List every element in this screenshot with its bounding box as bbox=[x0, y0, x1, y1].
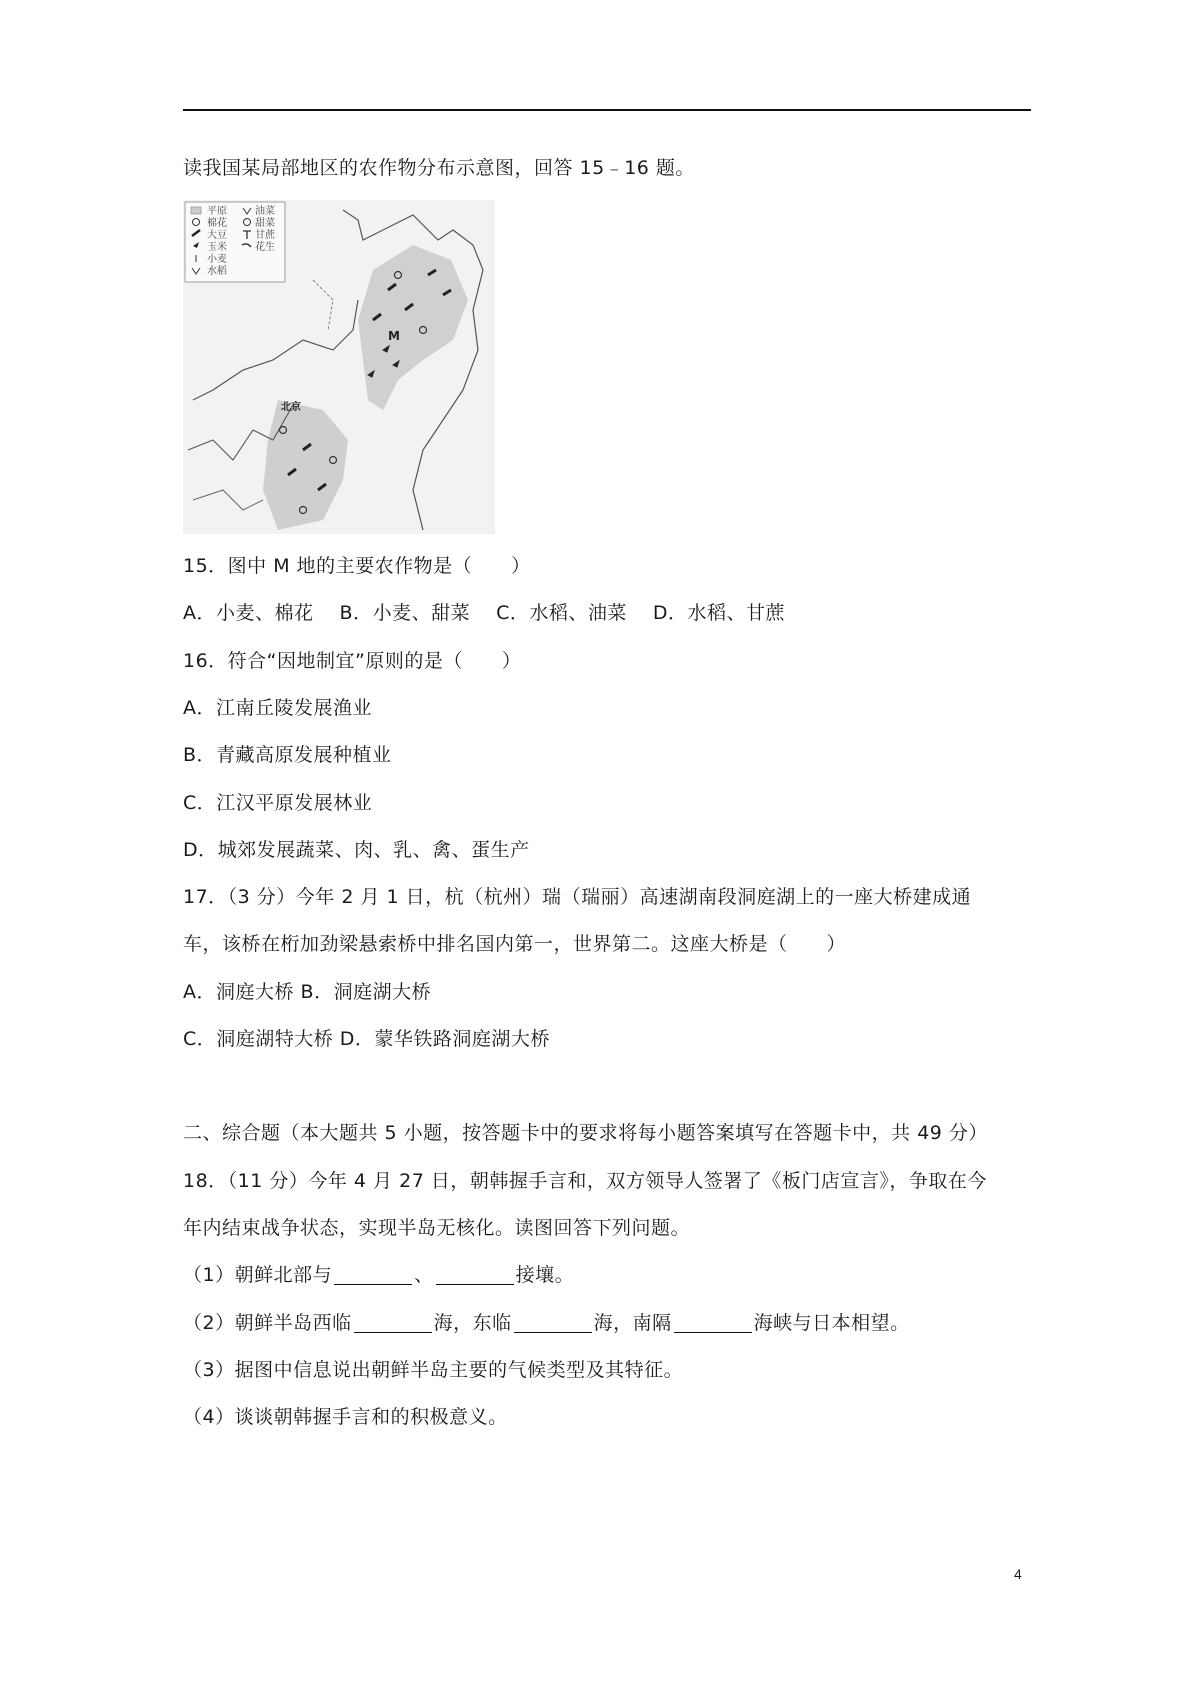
q17-stem-line1: 17．（3 分）今年 2 月 1 日，杭（杭州）瑞（瑞丽）高速湖南段洞庭湖上的一座大桥建成通 bbox=[183, 886, 972, 908]
svg-text:甘蔗: 甘蔗 bbox=[255, 230, 275, 241]
intro-text: 读我国某局部地区的农作物分布示意图，回答 15﹣16 题。 bbox=[183, 157, 695, 179]
svg-text:玉米: 玉米 bbox=[207, 242, 227, 253]
header-rule bbox=[183, 109, 1031, 111]
svg-text:棉花: 棉花 bbox=[207, 218, 227, 229]
q17-stem-line2: 车，该桥在桁加劲梁悬索桥中排名国内第一，世界第二。这座大桥是（ ） bbox=[183, 933, 847, 955]
map-label-city: 北京 bbox=[281, 402, 301, 413]
q16-stem: 16．符合“因地制宜”原则的是（ ） bbox=[183, 650, 522, 672]
answer-blank[interactable] bbox=[514, 1314, 592, 1333]
svg-text:大豆: 大豆 bbox=[207, 230, 227, 241]
svg-text:小麦: 小麦 bbox=[207, 254, 227, 265]
section-2-heading: 二、综合题（本大题共 5 小题，按答题卡中的要求将每小题答案填写在答题卡中，共 49 分） bbox=[183, 1122, 988, 1144]
q15-stem: 15．图中 M 地的主要农作物是（ ） bbox=[183, 555, 531, 577]
svg-text:水稻: 水稻 bbox=[207, 266, 227, 277]
q18-part1: （1）朝鲜北部与 、 接壤。 bbox=[183, 1264, 575, 1286]
answer-blank[interactable] bbox=[354, 1314, 432, 1333]
q16-option-a: A．江南丘陵发展渔业 bbox=[183, 697, 372, 719]
svg-text:平原: 平原 bbox=[207, 206, 227, 217]
answer-blank[interactable] bbox=[674, 1314, 752, 1333]
q17-options-cd: C．洞庭湖特大桥 D．蒙华铁路洞庭湖大桥 bbox=[183, 1028, 550, 1050]
q16-option-c: C．江汉平原发展林业 bbox=[183, 792, 373, 814]
answer-blank[interactable] bbox=[334, 1266, 412, 1285]
page-number: 4 bbox=[1014, 1566, 1022, 1582]
q18-part3: （3）据图中信息说出朝鲜半岛主要的气候类型及其特征。 bbox=[183, 1359, 684, 1381]
map-label-m: M bbox=[388, 329, 400, 343]
q18-stem-line2: 年内结束战争状态，实现半岛无核化。读图回答下列问题。 bbox=[183, 1217, 691, 1239]
q18-part4: （4）谈谈朝韩握手言和的积极意义。 bbox=[183, 1406, 508, 1428]
answer-blank[interactable] bbox=[436, 1266, 514, 1285]
q16-option-d: D．城郊发展蔬菜、肉、乳、禽、蛋生产 bbox=[183, 839, 530, 861]
svg-text:甜菜: 甜菜 bbox=[255, 218, 275, 229]
q15-options: A．小麦、棉花 B．小麦、甜菜 C．水稻、油菜 D．水稻、甘蔗 bbox=[183, 602, 786, 624]
svg-text:花生: 花生 bbox=[255, 242, 275, 253]
q18-stem-line1: 18．（11 分）今年 4 月 27 日，朝韩握手言和，双方领导人签署了《板门店宣言》，争取在今 bbox=[183, 1170, 987, 1192]
q17-options-ab: A．洞庭大桥 B．洞庭湖大桥 bbox=[183, 981, 432, 1003]
svg-text:油菜: 油菜 bbox=[255, 206, 275, 217]
q16-option-b: B．青藏高原发展种植业 bbox=[183, 744, 392, 766]
q18-part2: （2）朝鲜半岛西临 海，东临 海，南隔 海峡与日本相望。 bbox=[183, 1312, 910, 1334]
crop-distribution-map bbox=[183, 200, 495, 534]
